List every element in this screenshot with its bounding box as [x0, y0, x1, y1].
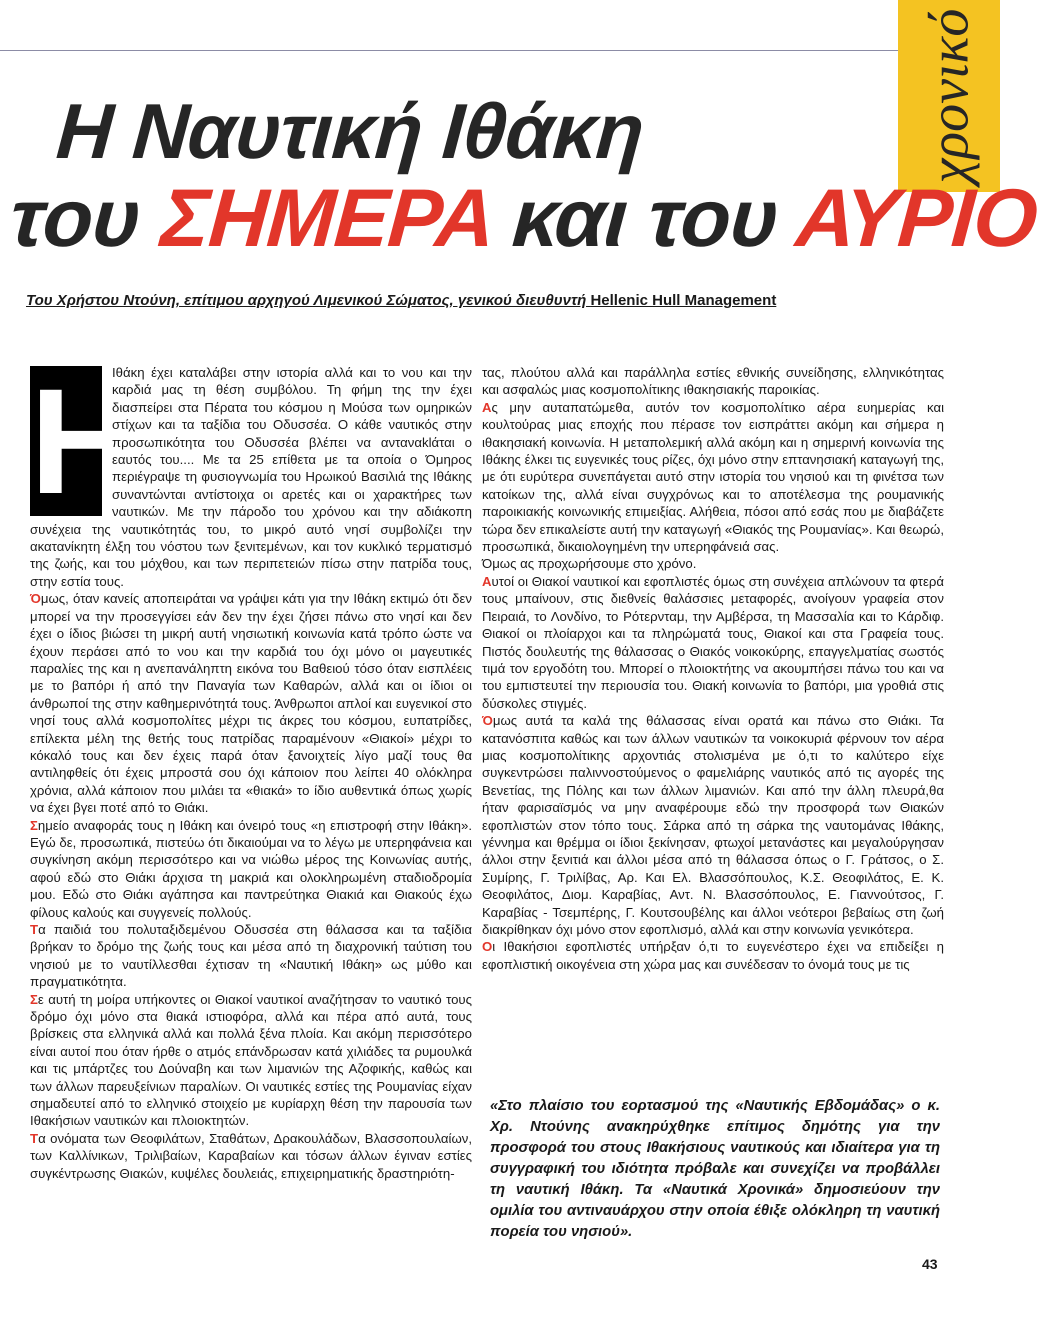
paragraph-text: α παιδιά του πολυταξιδεμένου Οδυσσέα στη θάλασσα και τα ταξίδια βρήκαν το δρόμο της ζωής τους και μέσα από τη διαχρονική ταύτιση του νησιού με το ναυτίλλεσθαι έχτισαν τη «Ναυτική Ιθάκη» ως μύθο και πραγματικότητα. [30, 922, 472, 990]
headline-accent-tomorrow: ΑΥΡΙΟ [793, 173, 1040, 264]
paragraph-text: ε αυτή τη μοίρα υπήκοντες οι Θιακοί ναυτικοί αναζήτησαν το ναυτικό τους δρόμο όχι μόνο στα θιακά ιστιοφόρα, αλλά και πέρα από αυτά, τους βρίσκεις στα ελληνικά αλλά και πολλά ξένα πλοία. Και ακόμη περισσότερο είναι αυτοί που όταν ήρθε ο ατμός επάνδρωσαν κατά χιλιάδες τα ρυμουλκά και τις μπάρτζες του Δούναβη και των λιμανιών της Αζοφικής, καθώς και των άλλων παρευξείνιων παραλίων. Οι ναυτικές εστίες της Ρουμανίας είχαν σημαδευτεί από το ελληνικό στοιχείο με κυρίαρχη θέση την παρουσία των Ιθακήσιων ναυτικών και πλοιοκτητών. [30, 991, 472, 1129]
paragraph-text: τας, πλούτου αλλά και παράλληλα εστίες εθνικής συνείδησης, ελληνικότητας και ασφαλώς μιας κοσμοπολίτικης ιθακησιακής παροικίας. [482, 365, 944, 398]
page-number: 43 [922, 1256, 938, 1272]
paragraph-initial: Τ [30, 1130, 39, 1146]
headline-line-1: Η Ναυτική Ιθάκη [53, 87, 647, 175]
paragraph-initial: Τ [30, 922, 39, 937]
paragraph-initial: Ο [482, 939, 493, 955]
headline-line-2 [7, 172, 1039, 266]
paragraph-text: υτοί οι Θιακοί ναυτικοί και εφοπλιστές όμως στη συνέχεια απλώνουν τα φτερά τους μπαίνουν, στις διεθνείς θαλάσσιες μεταφορές, ανοίγουν γραφεία στον Πειραιά, το Λονδίνο, το Ρότερνταμ, την Αμβέρσα, τη Μασσαλία και το Κάρδιφ. Θιακοί οι πλοίαρχοι και τα πληρώματά τους, Θιακοί και στα Γραφεία τους. Πιστός δουλευτής της θάλασσας ο Θιακός νοικοκύρης, επαγγελματίας σωστός τιμά τον εργοδότη του. Μπορεί ο πλοιοκτήτης να ακουμπήσει πάνω του και να του εμπιστευτεί την περιουσία του. Θιακή κοινωνία το βαπόρι, μια γροθιά στις δύσκολες στιγμές. [482, 573, 944, 711]
paragraph-initial: Ό [30, 591, 41, 607]
headline-text-1: του [7, 173, 165, 264]
paragraph-initial: Α [482, 573, 492, 589]
paragraph [482, 573, 944, 712]
paragraph-text: μως, όταν κανείς αποπειράται να γράψει κάτι για την Ιθάκη εκτιμώ ότι δεν μπορεί να την προσεγγίσει εάν δεν την έχει ζήσει πάνω στο νησί και δεν έχει ο ίδιος βιώσει τη μικρή αυτή νησιωτική κοινωνία κατά τρόπο ώστε να έχουν περάσει από το νου και την καρδιά του όχι μόνο οι μαγευτικές παραλίες της και η ανεπανάληπτη εικόνα του Βαθειού τόσο όταν εισπλέεις με το βαπόρι ή από την Παναγία των Καθαρών, αλλά και οι ίδιοι οι άνθρωποί της στην καθημερινότητά τους. Άνθρωποι απλοί και ευγενικοί στο νησί τους αλλά κοσμοπολίτες μέχρι τις άκρες του κόσμου, ευπατρίδες, επίλεκτα μέλη της θετής τους πατρίδας παραμένουν «Θιακοί» μέχρι το κόκαλό τους και δεν έχεις παρά όταν ξανοιχτείς λίγο μαζί τους θα αντιληφθείς ότι έχεις μπροστά σου όχι κάποιον που λείπει 40 ολόκληρα χρόνια, αλλά κάποιον που μιλάει τα «θιακά» το ίδιο αυθεντικά όπως χωρίς να έχει βγει ποτέ από το Θιάκι. [30, 591, 472, 816]
paragraph-text: Ιθάκη έχει καταλάβει στην ιστορία αλλά και το νου και την καρδιά μας τη θέση συμβόλου. Τη φήμη της την έχει διασπείρει στα Πέρατα του κόσμου η Μούσα των ομηρικών στίχων και τα ταξίδια του Οδυσσέα. Ο κάθε ναυτικός στην προσωπικότητα του Οδυσσέα βλέπει να ανταναklάται ο εαυτός του.... Με τα 25 επίθετα με τα οποία ο Όμηρος περιέγραψε τη φυσιογνωμία του Ηρωικού Βασιλιά της Ιθάκης συναντώνται αντίστοιχα οι αρετές και οι χαρακτήρες των ναυτικών. Με την πάροδο του χρόνου και την αδιάκοπη συνέχεια της ναυτικότητάς του, το μικρό αυτό νησί συμβολίζει την ακατανίκητη έλξη του νόστου των ξενιτεμένων, και τον κυκλικό τερματισμό της ζωής, και του μόχθου, και των περιπετειών πίσω στην πατρίδα τους, στην εστία τους. [30, 365, 472, 589]
paragraph [482, 938, 944, 973]
paragraph-initial: Σ [30, 817, 38, 833]
paragraph-initial: Σ [30, 991, 38, 1007]
paragraph-text: α ονόματα των Θεοφιλάτων, Σταθάτων, Δρακουλάδων, Βλασσοπουλαίων, των Καλλίνικων, Τριλιβαίων, Καραβαίων και τόσων άλλων έγιναν εστίες συγκέντρωσης Θιακών, κυψέλες δουλειάς, επιχειρηματικής δραστηριότη- [30, 1130, 472, 1181]
section-tab [898, 0, 1000, 192]
header-rule [0, 50, 898, 51]
paragraph-initial: Α [482, 399, 492, 415]
byline-company: Hellenic Hull Management [590, 292, 777, 309]
headline-text-2: και του [487, 173, 800, 264]
paragraph-text: Όμως ας προχωρήσουμε στο χρόνο. [482, 556, 697, 572]
pull-quote: «Στο πλαίσιο του εορτασμού της «Ναυτικής Εβδομάδας» ο κ. Χρ. Ντούνης ανακηρύχθηκε επίτιμος δημότης για την προσφορά του στους Ιθακήσιους ναυτικούς και ιδιαίτερα για τη συγγραφική του ιδιότητα πρόβαλε και συνεχίζει να προβάλλει τη ναυτική Ιθάκη. Τα «Ναυτικά Χρονικά» δημοσιεύουν την ομιλία του αντιναυάρχου στην οποία έθιξε ολόκληρη τη ναυτική πορεία του νησιού». [490, 1098, 940, 1240]
byline [26, 292, 946, 309]
paragraph [30, 991, 472, 1130]
paragraph [482, 399, 944, 556]
paragraph [30, 1130, 472, 1182]
paragraph-text: ημείο αναφοράς τους η Ιθάκη και όνειρό τους «η επιστροφή στην Ιθάκη». Εγώ δε, προσωπικά, πιστεύω ότι δικαιούμαι να το λέγω με υπερηφάνεια και συγκίνηση ακόμη περισσότερο και να νιώθω μέρος της Κοινωνίας αυτής, αφού εδώ στο Θιάκι άρχισα τη μακριά και ολοκληρωμένη σταδιοδρομία μου. Εδώ στο Θιάκι αγάπησα και παντρεύτηκα Θιακιά και Θιακούς έχω φίλους καλούς και συγγενείς πολλούς. [30, 817, 472, 920]
paragraph-initial: Ό [482, 713, 493, 729]
paragraph-text: μως αυτά τα καλά της θάλασσας είναι ορατά και πάνω στο Θιάκι. Τα κατανόσπιτα καθώς και των άλλων ναυτικών τα νοικοκυριά φέρνουν τον αέρα μιας κοσμοπολίτικης αρχοντιάς στολισμένα με ό,τι το καλύτερο είχε συγκεντρώσει παλιννοστούμενος ο φαμελιάρης ναυτικός από τις αγορές της Βενετίας, της Πόλης και των άλλων λιμανιών. Και από την άλλη πλευρά,θα ήταν φαρισαϊσμός να μην αναφέρουμε εδώ την προσφορά των Θιακών εφοπλιστών στον τόπο τους. Σάρκα από τη σάρκα της ναυτομάνας Ιθάκης, γέννημα και θρέμμα οι ίδιοι ξεκίνησαν, φτωχοί μετανάστες και μεγαλούργησαν άλλοι στην ξενιτιά και άλλοι μέσα από τη θάλασσα όπως ο Γ. Γράτσος, ο Σ. Συμίρης, Γ. Τριλίβας, Αρ. Και Ελ. Βλασσόπουλος, Κ.Σ. Θεοφιλάτος, Ε. Κ. Θεοφιλάτος, Διομ. Καραβίας, Αντ. Ν. Βλασσόπουλος, Ε. Γιανvούτσος, Γ. Καραβίας - Τσεμπέρης, Γ. Κουτσουβέλης και άλλοι νεότεροι βεβαίως στη ζωή διακρίθηκαν όχι μόνο στον εφοπλισμό, αλλά και στην κοινωνία γενικότερα. [482, 713, 944, 937]
paragraph [30, 817, 472, 921]
byline-author: Του Χρήστου Ντούνη, επίτιμου αρχηγού Λιμενικού Σώματος, γενικού διευθυντή [26, 292, 591, 309]
article-column-right [482, 364, 944, 973]
paragraph [30, 921, 472, 991]
paragraph [482, 555, 944, 572]
paragraph [482, 712, 944, 938]
article-column-left [30, 357, 472, 1182]
section-tab-label: χρονικό [918, 8, 980, 184]
headline-accent-today: ΣΗΜΕΡΑ [158, 173, 495, 264]
paragraph-text: ι Ιθακήσιοι εφοπλιστές υπήρξαν ό,τι το ευγενέστερο έχει να επιδείξει η εφοπλιστική οικογένεια στη χώρα μας και συνέδεσαν το όνομά τους με τις [482, 939, 944, 972]
paragraph [30, 590, 472, 816]
paragraph [482, 364, 944, 399]
drop-cap: Η [30, 357, 139, 525]
paragraph-text: ς μην αυταπατώμεθα, αυτόν τον κοσμοπολίτικο αέρα ευημερίας και κουλτούρας μιας εποχής που πέρασε τον εισπράττει ακόμη και σήμερα η ιθακησιακή κοινωνία. Η μεταπολεμική αλλά ακόμη και η σημερινή κοινωνία της Ιθάκης έλκει τις ευγενικές τους ρίζες, όχι μόνο στην επτανησιακή καταγωγή της, με ότι ευρύτερα συνεπάγεται αυτό στην ιστορία του νησιού και τη φινέτσα των κατοίκων της, αλλά είναι συγχρόνως και το αποτέλεσμα της ρουμανικής παροικιακής κοινωνικής επιμειξίας. Αλήθεια, πόσοι από εσάς που με διαβάζετε τώρα δεν επικαλείστε αυτή την καταγωγή «Θιακός της Ρουμανίας». Και θεωρώ, προσωπικά, δικαιολογημένη την υπερηφάνειά σας. [482, 399, 944, 555]
